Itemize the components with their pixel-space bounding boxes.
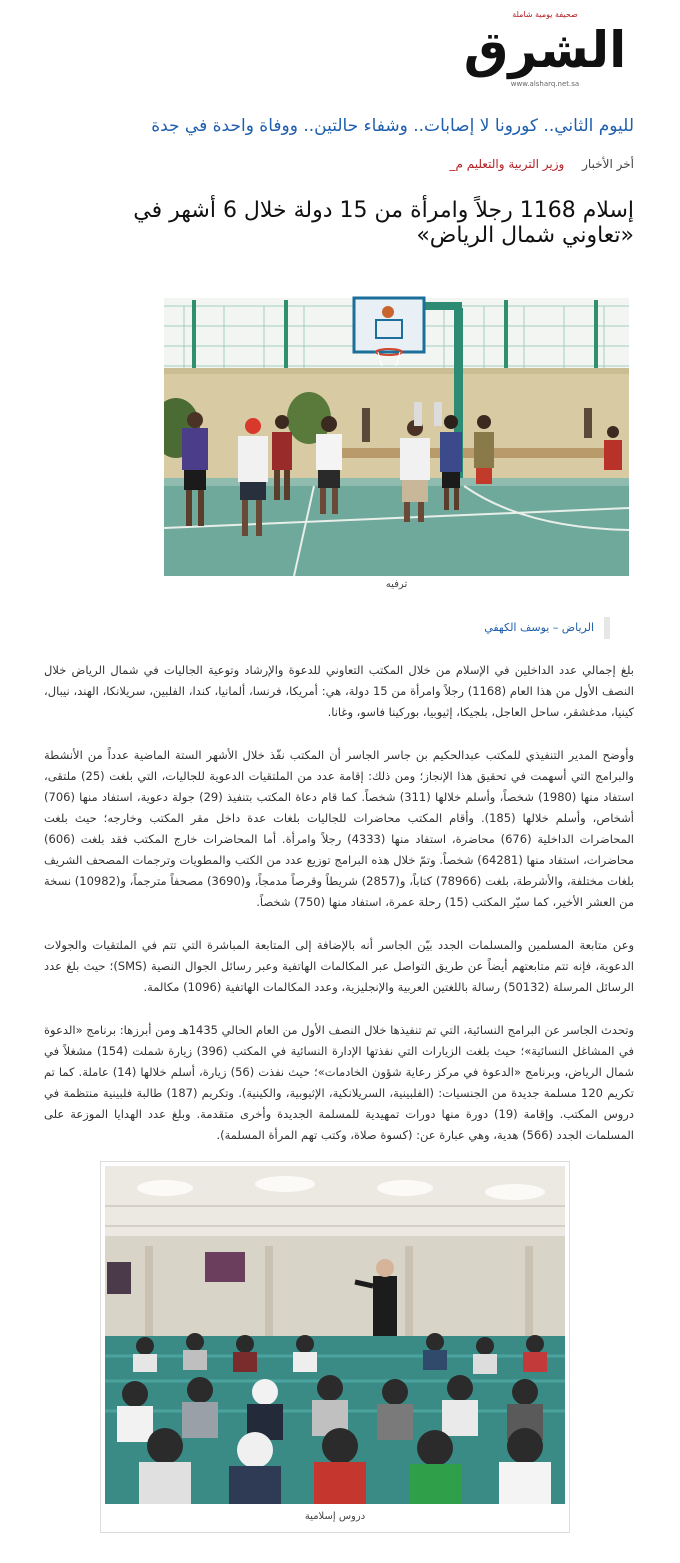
latest-news-bar — [74, 154, 634, 174]
article-paragraph: وأوضح المدير التنفيذي للمكتب عبدالحكيم بن جاسر الجاسر أن المكتب نفّذ خلال الأشهر الستة الماضية عدداً من الأنشطة والبرامج التي أسهمت في تحقيق هذا الإنجاز؛ ومن ذلك: إقامة عدد من الملتقيات الدعوية للجاليات، التي بلغت (25) ملتقى، استفاد منها (1980) شخصاً، وأسلم خلالها (311) شخصاً. كما قام دعاة المكتب بتنفيذ (29) جولة دعوية، استفاد منها (706) أشخاص، وأسلم خلالها (185). وأقام المكتب محاضرات للجاليات بلغات عدة داخل مقر المكتب وخارجه؛ حيث بلغت المحاضرات الداخلية (676) محاضرة، استفاد منها (4333) رجلاً وامرأة. أما المحاضرات خارج المكتب فقد بلغت (606) محاضرات، استفاد منها (64281) شخصاً. وتمّ خلال هذه البرامج توزيع عدد من الكتب والمطويات وترجمات المصحف الشريف بلغات مختلفة، والأشرطة، بلغت (78966) كتاباً، و(2857) شريطاً وقرصاً مدمجاً، و(3690) مصحفاً مترجماً، و(10982) نسخة من العشر الأخير، كما سيّر المكتب (15) رحلة عمرة، استفاد منها (750) شخصاً. — [44, 748, 635, 909]
article-paragraph: بلغ إجمالي عدد الداخلين في الإسلام من خلال المكتب التعاوني للدعوة والإرشاد وتوعية الجاليات في شمال الرياض خلال النصف الأول من هذا العام (1168) رجلاً وامرأة من 15 دولة، هي: أمريكا، فرنسا، ألمانيا، كندا، الفلبين، سريلانكا، الهند، نيبال، كينيا، مدغشقر، ساحل العاجل، بلجيكا، إثيوبيا، بوركينا فاسو، وغانا. — [44, 663, 634, 719]
article-byline[interactable]: الرياض – يوسف الكهفي — [484, 617, 610, 639]
basketball-photo-image — [164, 268, 629, 576]
photo1-caption: ترفيه — [385, 579, 408, 590]
latest-news-label: أخر الأخبار — [582, 157, 634, 171]
breaking-ticker[interactable]: لليوم الثاني.. كورونا لا إصابات.. وشفاء حالتين.. ووفاة واحدة في جدة — [151, 116, 634, 136]
latest-news-link[interactable]: وزير التربية والتعليم م_ — [449, 157, 565, 171]
article-body — [44, 660, 634, 1168]
article-paragraph: وتحدث الجاسر عن البرامج النسائية، التي تم تنفيذها خلال النصف الأول من العام الحالي 1435هـ ومن أبرزها: برنامج «الدعوة في المشاغل النسائية»؛ حيث بلغت الزيارات التي نفذتها الإدارة النسائية في المكتب (396) زيارة شملت (154) مشغلاً في شمال الرياض، وبرنامج «الدعوة في مركز رعاية شؤون الخادمات»؛ حيث نفذت (56) زيارة، أسلم خلالها (14) عاملة. كما تم تكريم 120 مسلمة جديدة من الجنسيات: (الفلبينية، السريلانكية، الإثيوبية، والكينية). وتكريم (187) طالبة فلبينية منتظمة في دروس المكتب. وإقامة (19) دورة منها دورات تمهيدية للمسلمة الجديدة وأخرى متقدمة. وبلغ عدد الهدايا الموزعة على المسلمات الجدد (566) هدية، وهي عبارة عن: (كسوة صلاة، وكتب تهم المرأة المسلمة). — [44, 1023, 634, 1142]
site-logo[interactable] — [456, 8, 634, 94]
lesson-photo — [105, 1166, 565, 1504]
article-headline: إسلام 1168 رجلاً وامرأة من 15 دولة خلال 6 أشهر في «تعاوني شمال الرياض» — [133, 198, 634, 248]
logo-url: www.alsharq.net.sa — [510, 80, 580, 88]
article-paragraph: وعن متابعة المسلمين والمسلمات الجدد بيّن الجاسر أنه بالإضافة إلى المتابعة المباشرة التي تتم في الملتقيات والجولات الدعوية، فإنه تتم متابعتهم أيضاً عن طريق التواصل عبر المكالمات الهاتفية وعبر رسائل الجوال النصية (SMS)؛ حيث بلغ عدد الرسائل المرسلة (50132) رسالة باللغتين العربية والإنجليزية، وعدد المكالمات الهاتفية (1096) مكالمة. — [44, 938, 634, 994]
basketball-photo — [164, 268, 629, 576]
lesson-photo-image — [105, 1166, 565, 1504]
lesson-photo-frame — [100, 1161, 570, 1533]
logo-tagline: صحيفة يومية شاملة — [512, 10, 578, 19]
photo2-caption: دروس إسلامية — [304, 1511, 366, 1522]
logo-wordmark: الشرق — [463, 21, 627, 79]
